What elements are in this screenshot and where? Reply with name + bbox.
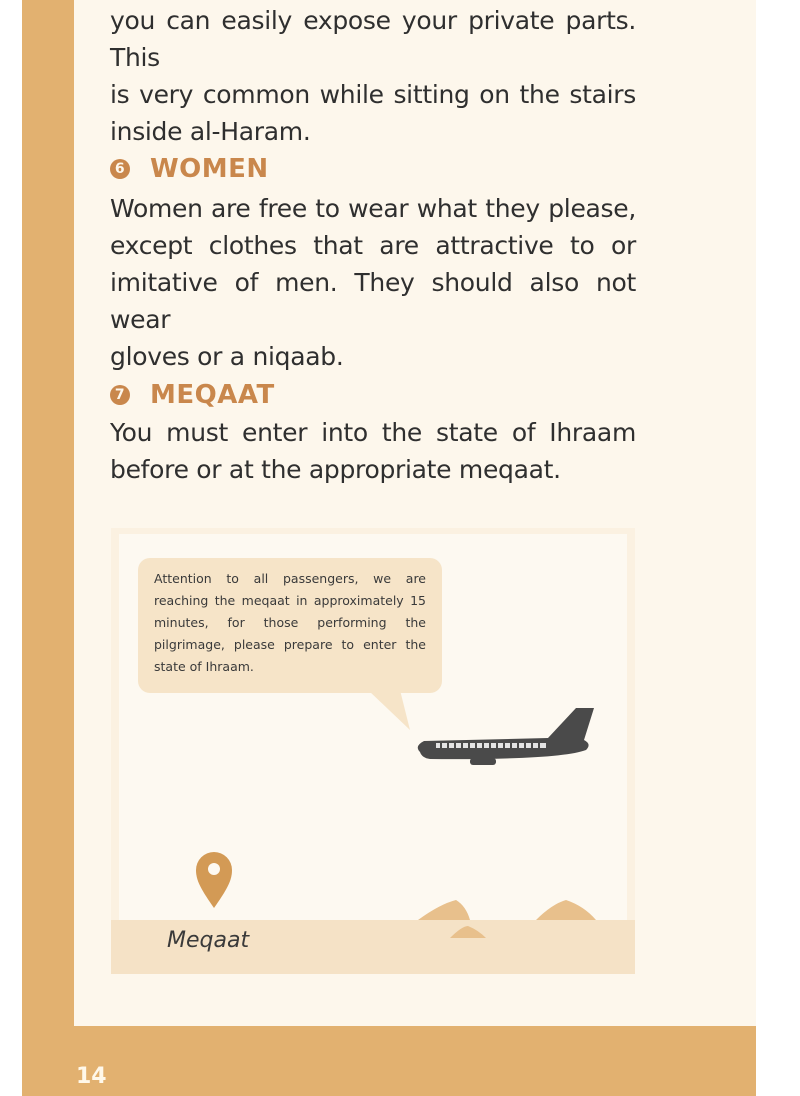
page-number: 14 <box>76 1064 107 1089</box>
women-line: Women are free to wear what they please, <box>110 194 636 223</box>
section-heading-meqaat <box>110 380 275 410</box>
section-heading-women <box>110 154 269 184</box>
footer-band <box>22 1026 756 1096</box>
intro-line: you can easily expose your private parts. This <box>110 6 636 72</box>
women-paragraph <box>110 190 636 375</box>
meqaat-line: You must enter into the state of Ihraam <box>110 418 636 447</box>
announcement-text: Attention to all passengers, we are reaching the meqaat in approximately 15 minutes, for those performing the pilgrimage, please prepare to enter the state of Ihraam. <box>154 571 426 674</box>
intro-line: is very common while sitting on the stairs <box>110 80 636 109</box>
women-line: except clothes that are attractive to or <box>110 231 636 260</box>
speech-bubble <box>138 558 442 693</box>
number-6-icon: 6 <box>110 159 130 179</box>
section-title: WOMEN <box>150 154 269 184</box>
left-border-band <box>22 0 74 1096</box>
meqaat-line: before or at the appropriate meqaat. <box>110 455 561 484</box>
women-line: imitative of men. They should also not wear <box>110 268 636 334</box>
section-title: MEQAAT <box>150 380 275 410</box>
intro-paragraph <box>110 2 636 150</box>
intro-line: inside al-Haram. <box>110 117 311 146</box>
meqaat-location-label: Meqaat <box>167 928 250 953</box>
meqaat-paragraph <box>110 414 636 488</box>
number-7-icon: 7 <box>110 385 130 405</box>
women-line: gloves or a niqaab. <box>110 342 344 371</box>
